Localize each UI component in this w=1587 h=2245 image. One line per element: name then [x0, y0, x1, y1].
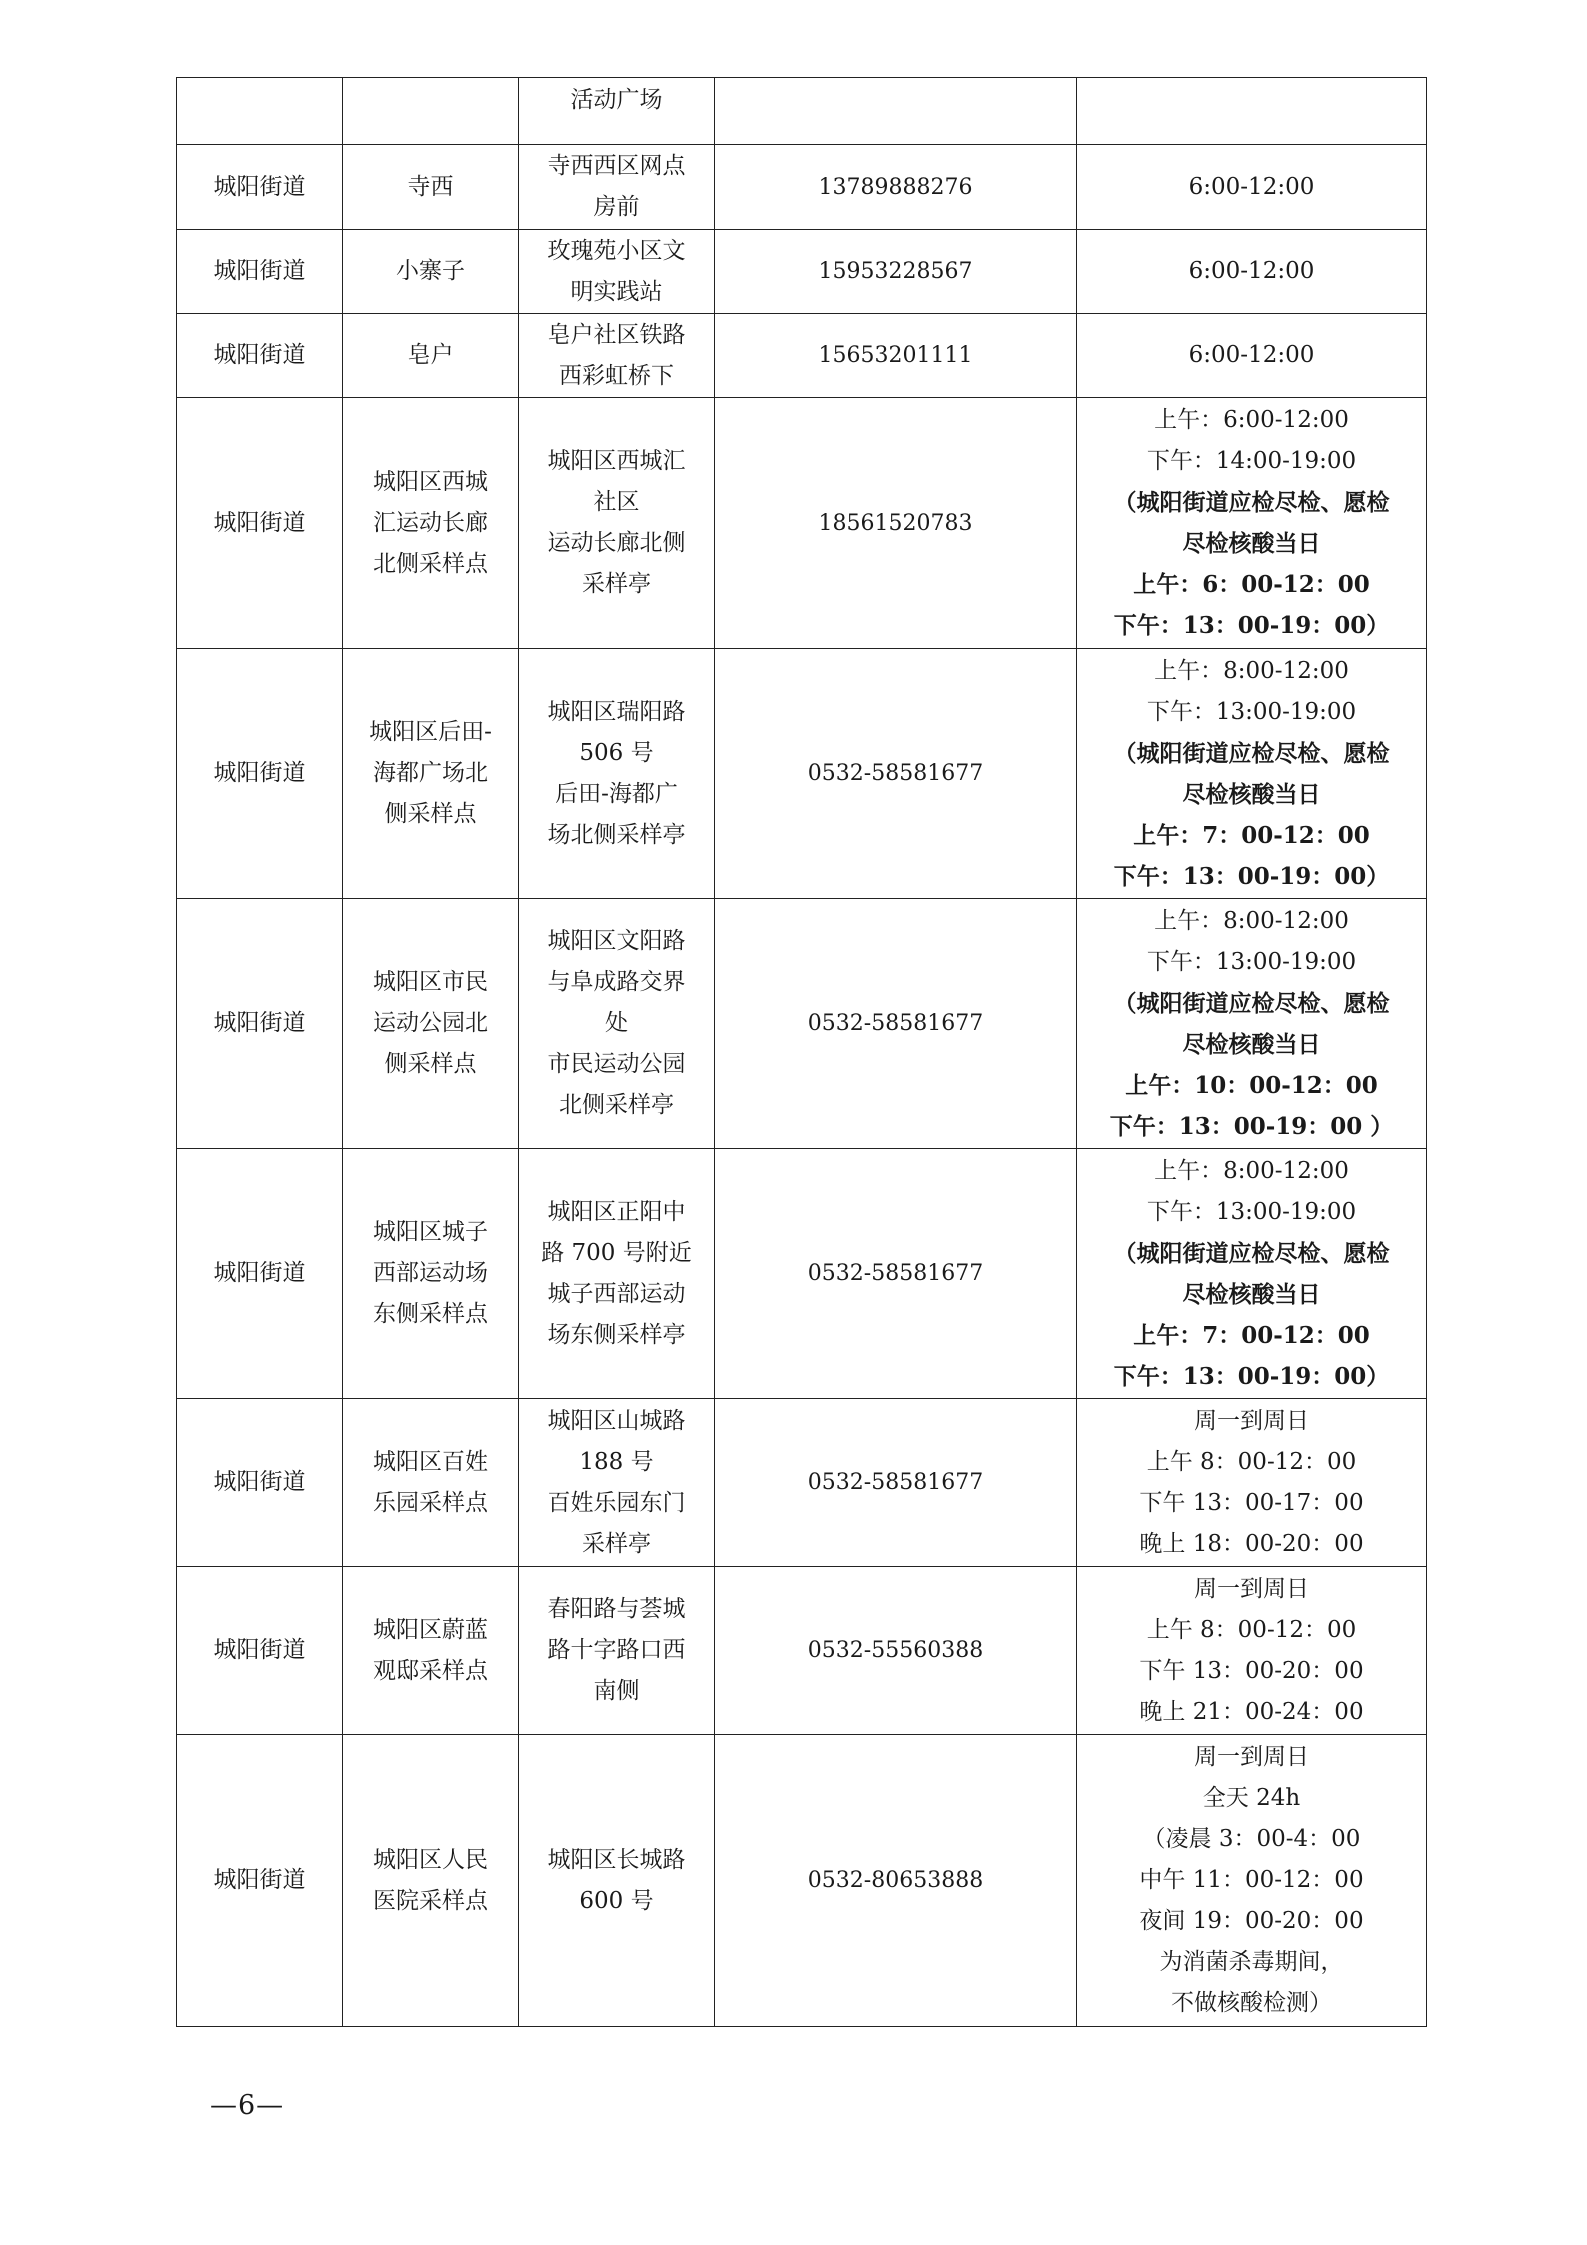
table-row [177, 1149, 1427, 1399]
site-line: 城阳区后田- [369, 719, 492, 745]
address-line: 城子西部运动 [547, 1280, 686, 1307]
phone-cell: 0532-80653888 [715, 1735, 1077, 2027]
street-cell: 城阳街道 [177, 1399, 343, 1567]
address-line: 城阳区山城路 [547, 1407, 686, 1434]
hours-line: 下午：13：00-19：00） [1113, 1362, 1390, 1390]
site-line: 城阳区百姓 [373, 1448, 488, 1475]
hours-cell [1077, 1735, 1427, 2027]
site-line: 城阳区人民 [373, 1846, 488, 1873]
site-cell [343, 314, 519, 398]
site-line: 小寨子 [396, 258, 465, 284]
address-line: 600 号 [579, 1887, 654, 1914]
street-cell: 城阳街道 [177, 1567, 343, 1735]
address-line: 处 [605, 1010, 628, 1036]
hours-line: （城阳街道应检尽检、愿检 [1113, 989, 1390, 1017]
hours-cell [1077, 230, 1427, 314]
hours-line: 下午：13：00-19：00） [1113, 862, 1390, 890]
hours-line: （凌晨 3：00-4：00 [1142, 1826, 1361, 1852]
site-line: 寺西 [407, 173, 454, 200]
hours-line: 全天 24h [1202, 1785, 1301, 1811]
street-cell: 城阳街道 [177, 145, 343, 230]
address-cell [519, 398, 715, 649]
hours-cell [1077, 145, 1427, 230]
address-line: 明实践站 [570, 278, 663, 305]
hours-line: 不做核酸检测） [1171, 1990, 1332, 2016]
hours-cell [1077, 1399, 1427, 1567]
hours-line: 6:00-12:00 [1188, 173, 1315, 200]
phone-cell: 15653201111 [715, 314, 1077, 398]
site-line: 城阳区城子 [373, 1219, 488, 1245]
hours-line: 尽检核酸当日 [1182, 530, 1321, 557]
address-line: 城阳区西城汇 [547, 448, 686, 474]
table-row [177, 398, 1427, 649]
street-cell [177, 78, 343, 145]
hours-line: （城阳街道应检尽检、愿检 [1113, 1239, 1390, 1267]
hours-line: 上午：10：00-12：00 [1125, 1071, 1378, 1099]
hours-line: 下午 13：00-17：00 [1139, 1489, 1364, 1516]
hours-line: 上午：8:00-12:00 [1154, 907, 1349, 934]
street-cell: 城阳街道 [177, 899, 343, 1149]
hours-line: （城阳街道应检尽检、愿检 [1113, 489, 1390, 516]
phone-cell: 0532-58581677 [715, 1149, 1077, 1399]
site-line: 观邸采样点 [373, 1657, 488, 1684]
site-cell [343, 1735, 519, 2027]
address-cell [519, 1567, 715, 1735]
hours-line: 下午 13：00-20：00 [1139, 1657, 1364, 1684]
phone-cell: 13789888276 [715, 145, 1077, 230]
page-number: —6— [210, 2090, 285, 2121]
hours-line: 上午 8：00-12：00 [1146, 1616, 1357, 1643]
address-line: 后田-海都广 [555, 780, 678, 807]
table-row [177, 145, 1427, 230]
site-line: 运动公园北 [373, 1010, 488, 1036]
hours-line: 下午：13：00-19：00） [1113, 612, 1390, 639]
phone-cell: 0532-58581677 [715, 649, 1077, 899]
hours-line: 6:00-12:00 [1188, 258, 1315, 284]
site-cell [343, 1399, 519, 1567]
site-line: 城阳区市民 [373, 969, 488, 995]
table-row [177, 1567, 1427, 1735]
hours-line: 上午：6:00-12:00 [1154, 407, 1349, 433]
site-line: 汇运动长廊 [373, 509, 488, 536]
site-line: 侧采样点 [384, 801, 477, 827]
hours-line: 中午 11：00-12：00 [1139, 1867, 1364, 1893]
address-line: 社区 [593, 489, 640, 515]
hours-line: 周一到周日 [1194, 1407, 1309, 1434]
site-cell [343, 1149, 519, 1399]
address-line: 城阳区长城路 [547, 1846, 686, 1873]
site-cell [343, 398, 519, 649]
address-line: 百姓乐园东门 [547, 1489, 686, 1516]
site-line: 侧采样点 [384, 1051, 477, 1077]
street-cell: 城阳街道 [177, 1735, 343, 2027]
address-line: 采样亭 [582, 571, 651, 597]
hours-line: 上午：8:00-12:00 [1154, 1157, 1349, 1184]
site-cell [343, 1567, 519, 1735]
address-cell [519, 78, 715, 145]
phone-cell: 18561520783 [715, 398, 1077, 649]
hours-line: 下午：13：00-19：00 ） [1109, 1112, 1394, 1140]
hours-line: 晚上 18：00-20：00 [1139, 1530, 1364, 1557]
hours-line: 晚上 21：00-24：00 [1139, 1698, 1364, 1725]
site-line: 海都广场北 [373, 760, 488, 786]
site-line: 东侧采样点 [373, 1301, 488, 1327]
address-line: 市民运动公园 [547, 1051, 686, 1077]
phone-cell: 15953228567 [715, 230, 1077, 314]
address-cell [519, 1735, 715, 2027]
address-line: 西彩虹桥下 [559, 362, 674, 389]
address-line: 506 号 [579, 739, 654, 766]
address-line: 城阳区文阳路 [547, 928, 686, 954]
hours-line: 上午：6：00-12：00 [1133, 571, 1370, 598]
hours-line: 6:00-12:00 [1188, 342, 1315, 368]
hours-line: （城阳街道应检尽检、愿检 [1113, 739, 1390, 767]
hours-cell [1077, 78, 1427, 145]
address-cell [519, 1399, 715, 1567]
hours-line: 尽检核酸当日 [1182, 780, 1321, 808]
address-line: 房前 [593, 194, 640, 220]
hours-line: 周一到周日 [1194, 1575, 1309, 1602]
sampling-sites-table [176, 77, 1427, 2027]
site-line: 皂户 [407, 342, 454, 368]
address-line: 运动长廊北侧 [547, 530, 686, 556]
hours-line: 为消菌杀毒期间， [1159, 1949, 1344, 1975]
address-cell [519, 1149, 715, 1399]
table-row [177, 649, 1427, 899]
street-cell: 城阳街道 [177, 649, 343, 899]
address-line: 皂户社区铁路 [547, 321, 686, 348]
hours-line: 尽检核酸当日 [1182, 1030, 1321, 1058]
hours-line: 下午：13:00-19:00 [1146, 698, 1357, 725]
site-line: 城阳区蔚蓝 [373, 1616, 488, 1643]
address-line: 春阳路与荟城 [547, 1596, 686, 1622]
address-cell [519, 314, 715, 398]
site-cell [343, 78, 519, 145]
site-line: 北侧采样点 [373, 550, 488, 577]
hours-line: 下午：14:00-19:00 [1146, 448, 1357, 474]
hours-cell [1077, 1567, 1427, 1735]
hours-line: 下午：13:00-19:00 [1146, 1198, 1357, 1225]
address-line: 城阳区正阳中 [547, 1198, 686, 1225]
address-cell [519, 899, 715, 1149]
table-row [177, 230, 1427, 314]
hours-line: 尽检核酸当日 [1182, 1280, 1321, 1308]
table-row [177, 78, 1427, 145]
hours-line: 周一到周日 [1194, 1744, 1309, 1770]
hours-cell [1077, 899, 1427, 1149]
hours-line: 夜间 19：00-20：00 [1139, 1908, 1364, 1934]
hours-cell [1077, 398, 1427, 649]
hours-line: 上午 8：00-12：00 [1146, 1448, 1357, 1475]
address-line: 188 号 [579, 1448, 654, 1475]
address-cell [519, 145, 715, 230]
address-line: 场东侧采样亭 [547, 1321, 686, 1348]
address-cell [519, 649, 715, 899]
hours-cell [1077, 649, 1427, 899]
phone-cell: 0532-55560388 [715, 1567, 1077, 1735]
address-line: 北侧采样亭 [559, 1092, 674, 1118]
address-line: 与阜成路交界 [547, 969, 686, 995]
address-line: 城阳区瑞阳路 [547, 698, 686, 725]
phone-cell: 0532-58581677 [715, 1399, 1077, 1567]
hours-line: 上午：8:00-12:00 [1154, 657, 1349, 684]
street-cell: 城阳街道 [177, 314, 343, 398]
address-line: 玫瑰苑小区文 [547, 237, 686, 264]
hours-line: 上午：7：00-12：00 [1133, 821, 1370, 849]
table-row [177, 1735, 1427, 2027]
hours-line: 下午：13:00-19:00 [1146, 948, 1357, 975]
address-cell [519, 230, 715, 314]
table-row [177, 314, 1427, 398]
street-cell: 城阳街道 [177, 398, 343, 649]
site-cell [343, 899, 519, 1149]
site-line: 乐园采样点 [373, 1489, 488, 1516]
table-row [177, 899, 1427, 1149]
address-line: 寺西西区网点 [547, 153, 686, 179]
site-line: 医院采样点 [373, 1887, 488, 1914]
site-line: 城阳区西城 [373, 468, 488, 495]
table-row [177, 1399, 1427, 1567]
phone-cell: 0532-58581677 [715, 899, 1077, 1149]
site-cell [343, 230, 519, 314]
address-line: 活动广场 [570, 87, 663, 113]
street-cell: 城阳街道 [177, 230, 343, 314]
address-line: 采样亭 [582, 1530, 651, 1557]
site-cell [343, 649, 519, 899]
address-line: 南侧 [593, 1678, 640, 1704]
hours-line: 上午：7：00-12：00 [1133, 1321, 1370, 1349]
site-cell [343, 145, 519, 230]
address-line: 路十字路口西 [547, 1637, 686, 1663]
street-cell: 城阳街道 [177, 1149, 343, 1399]
address-line: 场北侧采样亭 [547, 821, 686, 848]
site-line: 西部运动场 [373, 1260, 488, 1286]
hours-cell [1077, 314, 1427, 398]
phone-cell [715, 78, 1077, 145]
hours-cell [1077, 1149, 1427, 1399]
address-line: 路 700 号附近 [541, 1239, 692, 1266]
